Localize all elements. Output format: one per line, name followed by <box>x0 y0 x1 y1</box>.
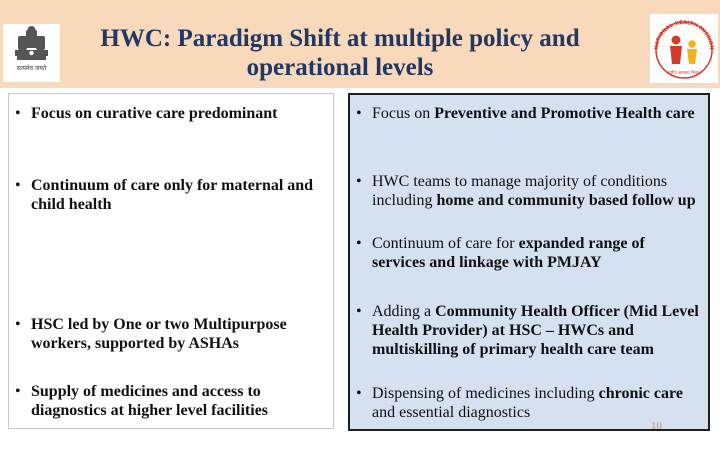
bullet-icon: • <box>15 383 21 400</box>
list-item-text: Dispensing of medicines including chronic care and essential diagnostics <box>372 385 683 421</box>
list-item <box>356 302 702 359</box>
list-item-text: HWC teams to manage majority of conditions including home and community based follow up <box>372 173 696 209</box>
list-item <box>356 104 702 123</box>
title-line-1: HWC: Paradigm Shift at multiple policy and <box>100 25 580 52</box>
list-item <box>15 104 327 123</box>
bullet-icon: • <box>356 303 362 320</box>
national-emblem-icon <box>3 24 60 82</box>
list-item-text: HSC led by One or two Multipurpose workers, supported by ASHAs <box>31 316 287 352</box>
list-item-text: Supply of medicines and access to diagnostics at higher level facilities <box>31 383 269 419</box>
bullet-icon: • <box>356 385 362 402</box>
nhm-logo-text: NATIONAL HEALTH MISSION <box>653 19 715 50</box>
bullet-icon: • <box>15 316 21 333</box>
list-item-text: Focus on Preventive and Promotive Health care <box>372 105 695 122</box>
current-approach-panel <box>8 93 334 429</box>
svg-text:NATIONAL HEALTH MISSION <box>654 20 714 50</box>
page-title <box>70 24 610 82</box>
list-item <box>15 315 327 353</box>
page-number: 10 <box>651 420 662 432</box>
list-item <box>356 234 702 272</box>
list-item-text: Continuum of care for expanded range of services and linkage with PMJAY <box>372 235 645 271</box>
list-item-text: Adding a Community Health Officer (Mid Level Health Provider) at HSC – HWCs and multiskilling of primary health care team <box>372 303 699 358</box>
list-item <box>15 382 327 420</box>
list-item <box>356 384 702 422</box>
title-line-2: operational levels <box>246 54 434 81</box>
national-health-mission-logo-icon <box>650 14 718 83</box>
bullet-icon: • <box>15 105 21 122</box>
bullet-icon: • <box>356 105 362 122</box>
emblem-caption: सत्यमेव जयते <box>16 65 47 72</box>
title-banner <box>0 0 720 88</box>
hwc-approach-panel <box>348 93 710 431</box>
bullet-icon: • <box>15 177 21 194</box>
list-item <box>15 176 327 214</box>
bullet-icon: • <box>356 235 362 252</box>
nhm-logo-subtext: राष्ट्रीय स्वास्थ्य मिशन <box>667 71 701 76</box>
list-item <box>356 172 702 210</box>
list-item-text: Focus on curative care predominant <box>31 105 278 122</box>
bullet-icon: • <box>356 173 362 190</box>
list-item-text: Continuum of care only for maternal and child health <box>31 177 314 213</box>
